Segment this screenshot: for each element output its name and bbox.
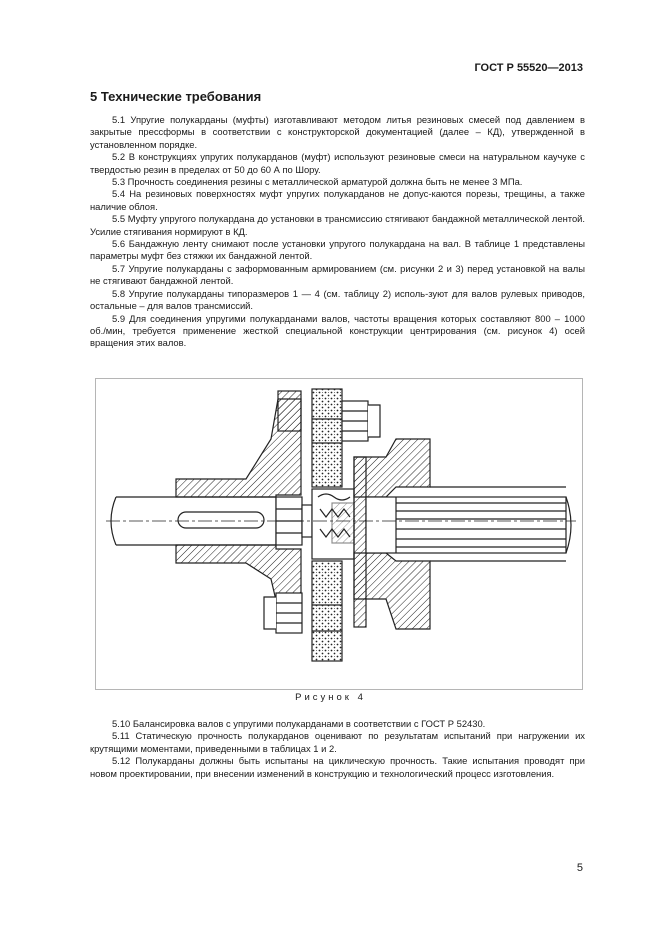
paragraph-5-6: 5.6 Бандажную ленту снимают после установки упругого полукардана на вал. В таблице 1 представлены параметры муфт без стяжки их бандажной лентой. [90, 238, 585, 262]
text-block-bottom [90, 718, 585, 780]
rubber-element-top [312, 389, 342, 487]
paragraph-5-7: 5.7 Упругие полукарданы с заформованным армированием (см. рисунки 2 и 3) перед установкой на валы не стягивают бандажной лентой. [90, 262, 585, 287]
paragraph-5-5: 5.5 Муфту упругого полукардана до установки в трансмиссию стягивают бандажной металлической лентой. Усилие стягивания нормируют в КД. [90, 213, 585, 237]
paragraph-5-11: 5.11 Статическую прочность полукарданов оценивают по результатам испытаний при нагружении их крутящими моментами, приведенными в таблицах 1 и 2. [90, 730, 585, 754]
paragraph-5-10: 5.10 Балансировка валов с упругими полукарданами в соответствии с ГОСТ Р 52430. [112, 718, 486, 729]
paragraph-5-9: 5.9 Для соединения упругими полукарданами валов, частоты вращения которых составляют 800 – 1000 об./мин, требуется применение жесткой специальной конструкции центрирования (см. рисунок 4) осей вращения этих валов. [90, 312, 585, 349]
coupling-cross-section-drawing [96, 379, 582, 689]
paragraph-5-3: 5.3 Прочность соединения резины с металлической арматурой должна быть не менее 3 МПа. [112, 176, 523, 188]
figure-caption: Рисунок 4 [295, 692, 366, 703]
paragraph-5-4: 5.4 На резиновых поверхностях муфт упругих полукарданов не допус-каются порезы, трещины, а также наличие облоя. [90, 188, 585, 212]
text-block-top [90, 114, 585, 350]
section-title: 5 Технические требования [90, 89, 262, 104]
paragraph-5-8: 5.8 Упругие полукарданы типоразмеров 1 — 4 (см. таблицу 2) исполь-зуют для валов рулевых приводов, остальные – для валов трансмиссий. [90, 287, 585, 312]
paragraph-5-12: 5.12 Полукарданы должны быть испытаны на циклическую прочность. Такие испытания проводят при новом проектировании, при внесении изменений в конструкцию и технологический процесс изготовления. [90, 755, 585, 779]
figure-4-coupling-drawing [95, 378, 583, 690]
paragraph-5-2: 5.2 В конструкциях упругих полукарданов (муфт) используют резиновые смеси на натуральном каучуке с твердостью резин в пределах от 50 до 60 А по Шору. [90, 151, 585, 175]
document-id: ГОСТ Р 55520—2013 [474, 62, 583, 74]
rubber-element-bottom [312, 561, 342, 661]
left-keyway [178, 512, 264, 528]
page-number: 5 [576, 862, 583, 874]
paragraph-5-1: 5.1 Упругие полукарданы (муфты) изготавливают методом литья резиновых смесей под давлением в закрытые прессформы в соответствии с конструкторской документацией (далее – КД), утвержденной в установленном порядке. [90, 114, 585, 150]
